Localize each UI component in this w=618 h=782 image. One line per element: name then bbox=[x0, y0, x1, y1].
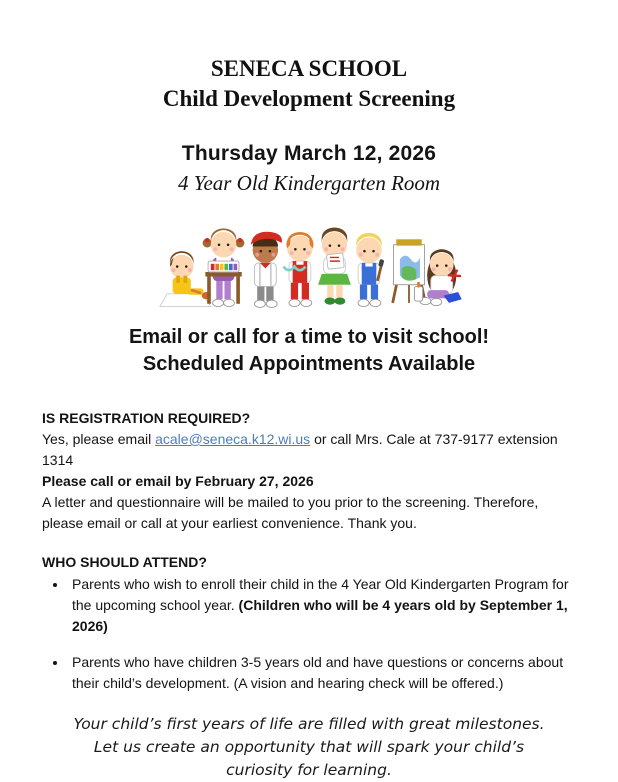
children-art-clipart bbox=[153, 212, 465, 312]
event-date: Thursday March 12, 2026 bbox=[181, 142, 437, 165]
kid-beret-boy bbox=[251, 232, 282, 308]
bullet-1-text: Parents who wish to enroll their child in the 4 Year Old Kindergarten Program for the upcoming school year. bbox=[72, 576, 569, 613]
school-name: SENECA SCHOOL bbox=[210, 56, 408, 81]
registration-heading: IS REGISTRATION REQUIRED? bbox=[42, 410, 251, 426]
kid-pigtail-girl bbox=[203, 228, 245, 306]
closing-message bbox=[42, 713, 576, 782]
cta-line-2: Scheduled Appointments Available bbox=[142, 353, 476, 375]
kid-sitting-boy bbox=[160, 251, 211, 306]
attend-section bbox=[42, 552, 576, 694]
event-room: 4 Year Old Kindergarten Room bbox=[177, 171, 441, 195]
kid-blonde-boy bbox=[356, 233, 384, 307]
flyer-header bbox=[42, 54, 576, 196]
attend-heading: WHO SHOULD ATTEND? bbox=[42, 554, 207, 570]
closing-line-3: curiosity for learning. bbox=[226, 761, 392, 779]
registration-section bbox=[42, 408, 576, 534]
attend-list bbox=[42, 574, 576, 694]
registration-answer-suffix: or call Mrs. Cale at 737-9177 extension 1314 bbox=[42, 431, 558, 468]
registration-deadline: Please call or email by February 27, 2026 bbox=[42, 473, 314, 489]
bullet-2-text: Parents who have children 3-5 years old and have questions or concerns about their child’s development. (A vision and hearing check will be offered.) bbox=[72, 654, 564, 691]
email-link[interactable]: acale@seneca.k12.wi.us bbox=[155, 431, 311, 447]
cta-line-1: Email or call for a time to visit school! bbox=[128, 326, 490, 348]
clipart-container bbox=[42, 212, 576, 312]
registration-note: A letter and questionnaire will be mailed to you prior to the screening. Therefore, please email or call at your earliest convenience. Thank you. bbox=[42, 494, 539, 531]
list-item bbox=[68, 652, 576, 694]
registration-answer-prefix: Yes, please email bbox=[42, 431, 156, 447]
bullet-1-bold: (Children who will be 4 years old by September 1, 2026) bbox=[72, 597, 568, 634]
kid-green-skirt-girl bbox=[318, 227, 351, 304]
list-item bbox=[68, 574, 576, 637]
registration-answer bbox=[42, 429, 576, 471]
kid-orange-hair-girl bbox=[284, 232, 314, 307]
closing-line-1: Your child’s first years of life are filled with great milestones. bbox=[73, 715, 545, 733]
call-to-action bbox=[42, 324, 576, 378]
event-title: Child Development Screening bbox=[162, 86, 456, 111]
closing-line-2: Let us create an opportunity that will spark your child’s bbox=[93, 738, 525, 756]
